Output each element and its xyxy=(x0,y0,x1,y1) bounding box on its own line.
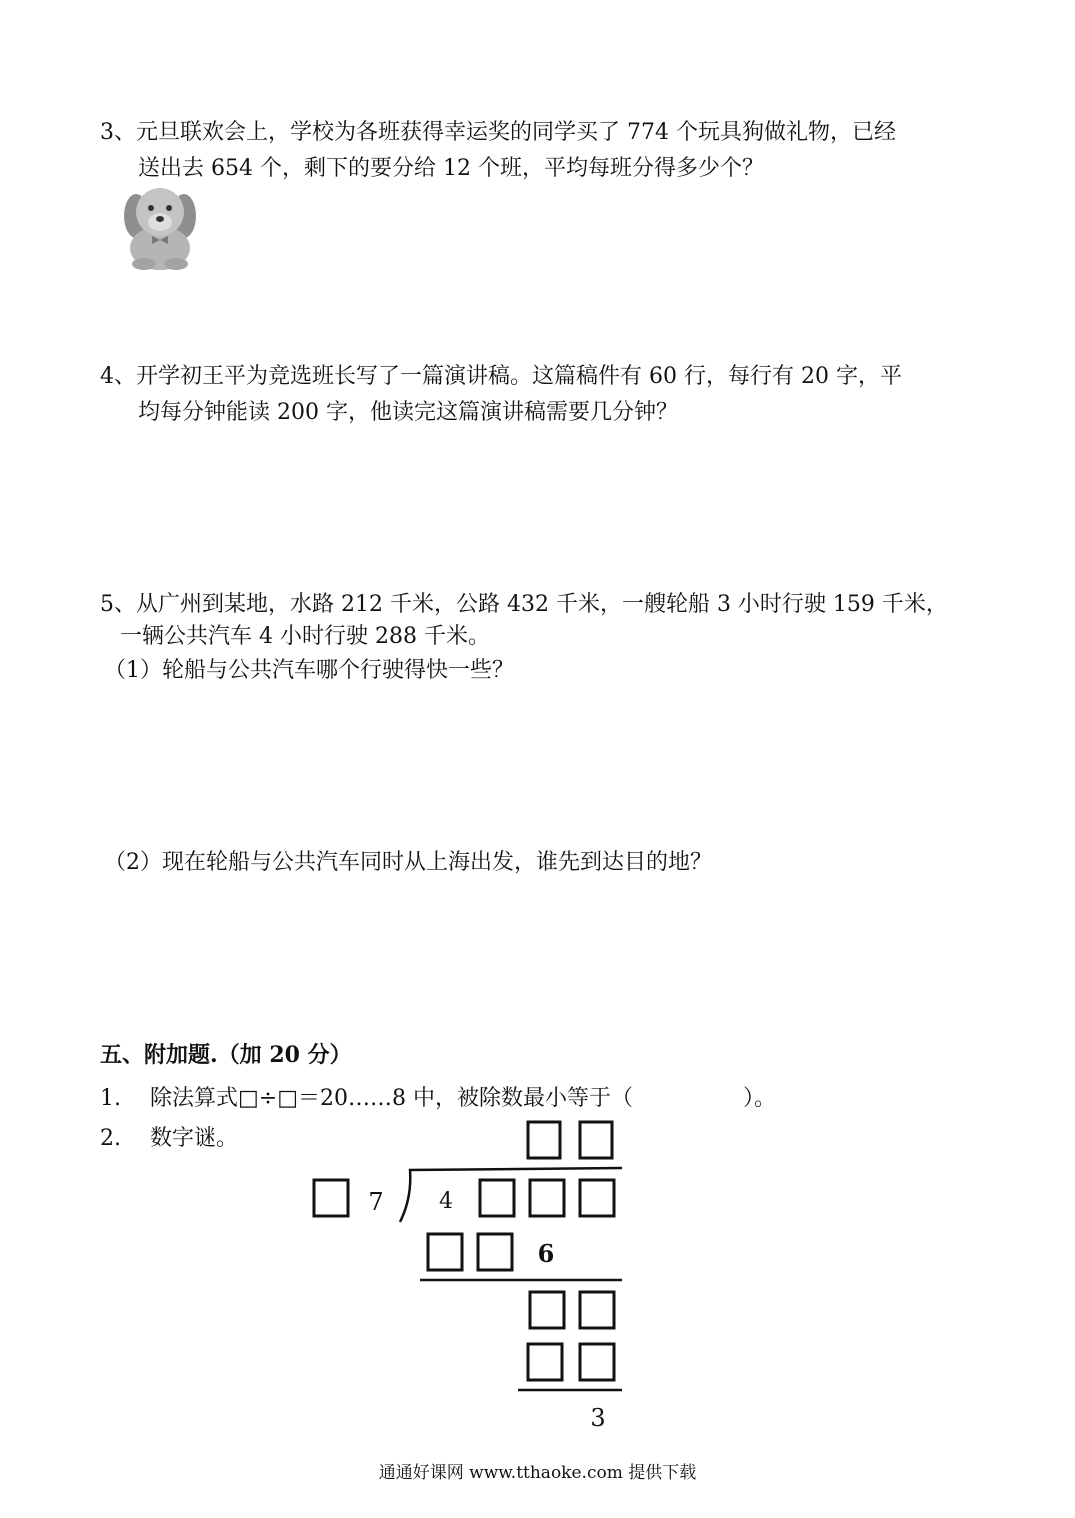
bonus-item-2-text: 数字谜。 xyxy=(150,1126,239,1151)
footer-credit: 通通好课网 www.tthaoke.com 提供下载 xyxy=(378,1463,697,1483)
divisor-box[interactable] xyxy=(314,1180,348,1216)
dividend-box-1[interactable] xyxy=(480,1180,514,1216)
partial-box-1[interactable] xyxy=(428,1234,462,1270)
problem-5-sub-1: （1）轮船与公共汽车哪个行驶得快一些？ xyxy=(104,658,514,683)
bonus-title: 五、附加题.（加 20 分） xyxy=(100,1042,352,1068)
divisor-digit: 7 xyxy=(368,1188,384,1216)
problem-4-line-1: 4、开学初王平为竞选班长写了一篇演讲稿。这篇稿件有 60 行，每行有 20 字，平 xyxy=(100,364,902,389)
bonus-item-2-number: 2. xyxy=(100,1126,121,1151)
quotient-box-2[interactable] xyxy=(580,1122,612,1158)
dividend-box-2[interactable] xyxy=(530,1180,564,1216)
quotient-box-1[interactable] xyxy=(528,1122,560,1158)
problem-3-line-2: 送出去 654 个，剩下的要分给 12 个班，平均每班分得多少个？ xyxy=(138,156,764,181)
toy-dog-image xyxy=(118,182,202,270)
problem-5-line-2: 一辆公共汽车 4 小时行驶 288 千米。 xyxy=(120,624,490,649)
problem-4-line-2: 均每分钟能读 200 字，他读完这篇演讲稿需要几分钟？ xyxy=(138,400,678,425)
problem-3-line-1: 3、元旦联欢会上，学校为各班获得幸运奖的同学买了 774 个玩具狗做礼物，已经 xyxy=(100,120,896,145)
problem-5-sub-2: （2）现在轮船与公共汽车同时从上海出发，谁先到达目的地？ xyxy=(104,850,712,875)
stage3-box-2[interactable] xyxy=(580,1344,614,1380)
stage2-box-1[interactable] xyxy=(530,1292,564,1328)
division-puzzle xyxy=(300,1118,640,1438)
dividend-box-3[interactable] xyxy=(580,1180,614,1216)
stage2-box-2[interactable] xyxy=(580,1292,614,1328)
dividend-digit: 4 xyxy=(439,1189,453,1214)
bonus-item-1-number: 1. xyxy=(100,1086,121,1111)
division-bracket xyxy=(400,1168,622,1222)
bonus-item-1-text: 除法算式□÷□＝20……8 中，被除数最小等于（ ）。 xyxy=(150,1086,776,1111)
problem-5-line-1: 5、从广州到某地，水路 212 千米，公路 432 千米，一艘轮船 3 小时行驶 159 千米， xyxy=(100,592,948,617)
partial-digit: 6 xyxy=(537,1239,555,1268)
partial-box-2[interactable] xyxy=(478,1234,512,1270)
remainder-digit: 3 xyxy=(590,1404,606,1432)
stage3-box-1[interactable] xyxy=(528,1344,562,1380)
